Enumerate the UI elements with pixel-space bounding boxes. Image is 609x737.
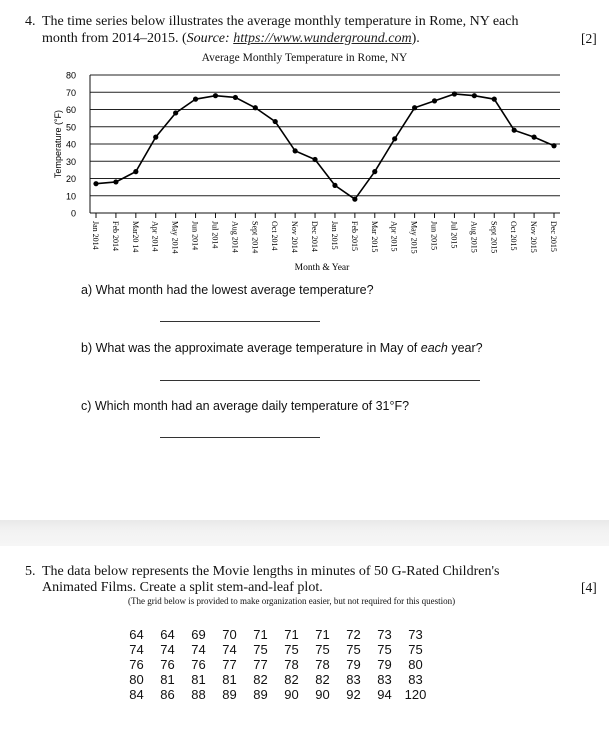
data-point (193, 97, 198, 102)
data-row (121, 642, 431, 657)
q5-header (25, 563, 499, 580)
x-tick-label: Jun 2015 (429, 221, 439, 251)
x-tick-label: Oct 2015 (509, 221, 519, 251)
data-value: 86 (160, 687, 175, 702)
data-value: 75 (253, 642, 268, 657)
q4a-text: a) What month had the lowest average temperature? (81, 283, 374, 297)
data-value: 77 (253, 657, 268, 672)
data-value: 90 (315, 687, 330, 702)
data-point (412, 105, 417, 110)
q4-number: 4. (25, 14, 36, 29)
data-row (121, 657, 431, 672)
data-point (153, 135, 158, 140)
q4b-answer-line[interactable] (160, 380, 480, 381)
q4-line2b: ). (411, 31, 420, 46)
temperature-line-chart (0, 0, 609, 290)
q5-note: (The grid below is provided to make organization easier, but not required for this question) (128, 596, 456, 606)
data-value: 81 (160, 672, 175, 687)
x-tick-label: Aug 2015 (469, 221, 479, 253)
data-value: 81 (191, 672, 206, 687)
data-value: 80 (129, 672, 144, 687)
data-value: 92 (346, 687, 361, 702)
data-value: 90 (284, 687, 299, 702)
data-point (173, 110, 178, 115)
data-value: 82 (315, 672, 330, 687)
y-tick-label: 10 (65, 191, 76, 202)
q4c-answer-line[interactable] (160, 437, 320, 438)
data-point (352, 197, 357, 202)
chart-title: Average Monthly Temperature in Rome, NY (201, 52, 408, 64)
x-tick-label: Aug 2014 (230, 221, 240, 253)
data-value: 83 (377, 672, 392, 687)
data-value: 71 (315, 627, 330, 642)
data-value: 78 (284, 657, 299, 672)
data-value: 83 (346, 672, 361, 687)
data-value: 74 (222, 642, 237, 657)
y-tick-label: 70 (65, 87, 76, 98)
x-tick-label: Jan 2015 (329, 221, 339, 250)
y-axis-label: Temperature (°F) (53, 109, 63, 179)
data-value: 89 (253, 687, 268, 702)
q4-source-label: Source: (186, 31, 230, 46)
x-tick-label: Nov 2015 (529, 221, 539, 253)
x-tick-label: Nov 2014 (290, 221, 300, 253)
x-tick-label: Apr 2014 (150, 221, 160, 252)
data-point (133, 169, 138, 174)
x-tick-label: Jan 2014 (91, 221, 100, 250)
data-point (452, 91, 457, 96)
data-point (233, 95, 238, 100)
y-tick-label: 60 (65, 105, 76, 115)
x-tick-label: Oct 2014 (270, 221, 280, 251)
q4b-text-post: year? (447, 341, 483, 355)
x-tick-label: Apr 2015 (389, 221, 399, 252)
data-value: 79 (377, 657, 392, 672)
data-value: 84 (129, 687, 144, 702)
q5-points: [4] (581, 580, 597, 595)
y-tick-label: 20 (65, 174, 76, 184)
data-point (273, 119, 278, 124)
q4-line1: The time series below illustrates the average monthly temperature in Rome, NY each (42, 14, 519, 29)
q4b-text (81, 341, 483, 355)
q4a-answer-line[interactable] (160, 321, 320, 322)
y-tick-label: 50 (65, 122, 76, 133)
data-point (332, 183, 337, 188)
x-tick-label: Mar 2015 (369, 221, 379, 253)
data-value: 74 (160, 642, 175, 657)
x-tick-label: May 2014 (170, 221, 180, 254)
data-value: 72 (346, 627, 361, 642)
data-point (253, 105, 258, 110)
data-value: 81 (222, 672, 237, 687)
x-tick-label: Jul 2014 (210, 221, 220, 249)
data-value: 75 (408, 642, 423, 657)
data-value: 88 (191, 687, 206, 702)
data-point (432, 98, 437, 103)
data-value: 89 (222, 687, 237, 702)
q4b-text-em: each (420, 341, 448, 355)
data-point (213, 93, 218, 98)
data-value: 80 (408, 657, 423, 672)
data-point (392, 136, 397, 141)
page-break (0, 520, 609, 546)
data-point (472, 93, 477, 98)
data-value: 76 (191, 657, 206, 672)
data-point (551, 143, 556, 148)
data-row (121, 672, 431, 687)
data-value: 94 (377, 687, 392, 702)
x-tick-label: Sept 2015 (489, 221, 499, 254)
data-value: 77 (222, 657, 237, 672)
data-value: 75 (284, 642, 299, 657)
data-point (312, 157, 317, 162)
movie-length-data-table (121, 627, 431, 702)
data-value: 73 (377, 627, 392, 642)
q4b-text-pre: b) What was the approximate average temperature in May of (81, 341, 421, 355)
y-tick-label: 80 (65, 70, 76, 81)
x-tick-label: Dec 2014 (310, 221, 320, 252)
data-value: 74 (191, 642, 206, 657)
q4c-text: c) Which month had an average daily temperature of 31°F? (81, 399, 410, 413)
x-tick-label: Sept 2014 (250, 221, 260, 254)
data-value: 71 (284, 627, 299, 642)
data-value: 120 (404, 687, 427, 702)
x-tick-label: Feb 2014 (110, 221, 120, 251)
data-value: 76 (160, 657, 175, 672)
q5-line1: The data below represents the Movie lengths in minutes of 50 G-Rated Children's (42, 564, 500, 579)
data-value: 69 (191, 627, 206, 642)
data-value: 64 (129, 627, 144, 642)
q5-header-line2: Animated Films. Create a split stem-and-leaf plot. (42, 580, 323, 595)
x-tick-label: Mar20 14 (130, 221, 140, 253)
x-axis-label: Month & Year (294, 263, 350, 273)
data-point (372, 169, 377, 174)
data-value: 74 (129, 642, 144, 657)
data-value: 70 (222, 627, 237, 642)
data-value: 64 (160, 627, 175, 642)
data-value: 75 (346, 642, 361, 657)
data-point (113, 179, 118, 184)
x-tick-label: Dec 2015 (549, 221, 558, 252)
data-value: 82 (284, 672, 299, 687)
data-value: 71 (253, 627, 268, 642)
q4-points: [2] (581, 31, 597, 46)
data-row (121, 687, 431, 702)
data-point (293, 148, 298, 153)
x-tick-label: Jun 2014 (190, 221, 200, 251)
data-value: 75 (377, 642, 392, 657)
x-tick-label: Feb 2015 (349, 221, 359, 251)
data-point (512, 128, 517, 133)
q5-number: 5. (25, 564, 36, 579)
x-tick-label: May 2015 (409, 221, 419, 254)
y-tick-label: 40 (65, 139, 76, 150)
data-value: 83 (408, 672, 423, 687)
data-point (531, 135, 536, 140)
q4-line2a: month from 2014–2015. ( (42, 31, 187, 46)
q4-source-link[interactable]: https://www.wunderground.com (233, 31, 412, 46)
data-value: 76 (129, 657, 144, 672)
x-tick-label: Jul 2015 (449, 221, 459, 249)
y-tick-label: 0 (70, 208, 76, 219)
data-value: 73 (408, 627, 423, 642)
y-tick-label: 30 (65, 156, 76, 167)
data-value: 82 (253, 672, 268, 687)
data-point (492, 97, 497, 102)
data-value: 75 (315, 642, 330, 657)
data-point (93, 181, 98, 186)
data-value: 79 (346, 657, 361, 672)
data-row (121, 627, 431, 642)
data-value: 78 (315, 657, 330, 672)
